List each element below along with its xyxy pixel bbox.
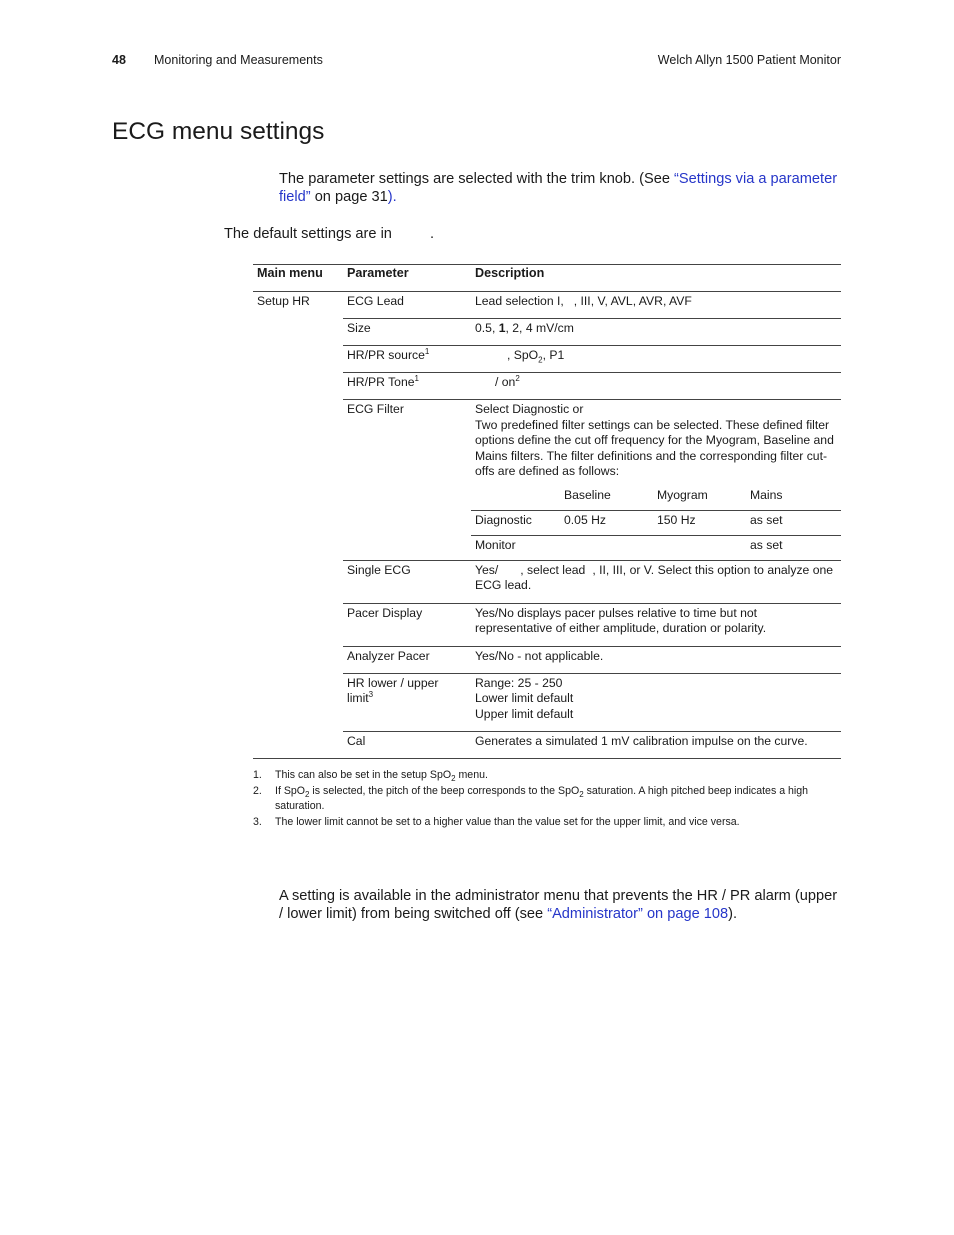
filter-name: Diagnostic [471, 510, 564, 535]
page-number: 48 [112, 53, 126, 67]
filter-myogram [657, 535, 750, 560]
desc-text: / on [495, 375, 516, 389]
filter-row-monitor [471, 535, 841, 560]
desc-text: , SpO [507, 348, 539, 362]
desc-cell [471, 673, 841, 731]
filter-col-mains: Mains [750, 486, 841, 511]
header-description: Description [471, 265, 841, 292]
footnote [253, 815, 843, 831]
desc-cell: Generates a simulated 1 mV calibration impulse on the curve. [471, 731, 841, 758]
footnote-number: 1. [253, 769, 262, 781]
param-cell: Size [343, 319, 471, 346]
defaults-end: . [429, 226, 434, 242]
default-value: 1 [498, 321, 506, 335]
admin-note [279, 887, 839, 923]
note-text: A setting is available in the administrator menu that prevents the HR / PR alarm (upper / lower limit) from being switched off (see [279, 888, 838, 922]
header-main-menu: Main menu [253, 265, 343, 292]
param-cell [343, 373, 471, 400]
desc-cell [471, 346, 841, 373]
param-text: HR lower / upper limit [347, 675, 439, 705]
desc-text: Two predefined filter settings can be selected. These defined filter options define the cut off frequency for the Myogram, Baseline and Mains filters. The filter definitions and the corresponding filter cut-offs are defined as follows: [475, 417, 834, 478]
administrator-link[interactable]: “Administrator” on page 108 [547, 906, 729, 922]
desc-text: 0.5, [475, 321, 499, 335]
desc-cell [471, 373, 841, 400]
desc-cell: Yes/No - not applicable. [471, 646, 841, 673]
filter-col-baseline: Baseline [564, 486, 657, 511]
param-cell [343, 673, 471, 731]
table-header-row [253, 265, 841, 292]
param-text: HR/PR source [347, 348, 425, 362]
defaults-text: The default settings are in [224, 226, 392, 242]
filter-row-diagnostic [471, 510, 841, 535]
note-suffix: ). [728, 906, 738, 922]
filter-table [471, 486, 841, 560]
ecg-settings-table [253, 264, 841, 759]
desc-cell: Yes/No displays pacer pulses relative to time but not representative of either amplitude, duration or polarity. [471, 603, 841, 646]
desc-cell [471, 400, 841, 561]
desc-text: Lead selection I, [475, 294, 564, 308]
param-cell: ECG Lead [343, 292, 471, 319]
filter-header-row [471, 486, 841, 511]
desc-text: , P1 [542, 348, 565, 362]
desc-line: Lower limit default [475, 691, 574, 705]
product-name: Welch Allyn 1500 Patient Monitor [657, 53, 841, 67]
desc-text: , II, III, or V. Select this option to analyze one ECG lead. [475, 562, 834, 592]
param-cell: Pacer Display [343, 603, 471, 646]
desc-text: , select lead [520, 562, 586, 577]
param-cell [343, 346, 471, 373]
page-title: ECG menu settings [112, 118, 325, 145]
footnote-ref: 3 [368, 689, 374, 699]
param-text: HR/PR Tone [347, 375, 415, 389]
param-cell: Cal [343, 731, 471, 758]
footnote-ref: 1 [424, 346, 430, 356]
subscript: 2 [538, 355, 543, 365]
settings-link[interactable]: “Settings via a parameter field” [279, 171, 838, 205]
filter-baseline: 0.05 Hz [564, 510, 657, 535]
footnote-text: The lower limit cannot be set to a higher value than the value set for the upper limit, and vice versa. [275, 815, 740, 828]
filter-baseline [564, 535, 657, 560]
filter-name: Monitor [475, 537, 516, 552]
footnote-number: 2. [253, 784, 262, 797]
footnote-number: 3. [253, 815, 262, 828]
param-cell: Single ECG [343, 560, 471, 603]
filter-col-myogram: Myogram [657, 486, 750, 511]
param-cell: Analyzer Pacer [343, 646, 471, 673]
header-parameter: Parameter [343, 265, 471, 292]
filter-mains: as set [750, 537, 783, 552]
desc-text: , III, V, AVL, AVR, AVF [573, 294, 692, 308]
desc-cell [471, 319, 841, 346]
intro-paragraph [279, 170, 839, 206]
defaults-paragraph [224, 226, 434, 242]
filter-mains: as set [750, 510, 841, 535]
desc-cell [471, 560, 841, 603]
section-title: Monitoring and Measurements [154, 53, 323, 67]
desc-text: Yes/ [475, 562, 499, 577]
desc-line: Range: 25 - 250 [475, 675, 563, 690]
desc-text: , 2, 4 mV/cm [505, 321, 574, 335]
main-menu-cell: Setup HR [253, 292, 343, 759]
footnote [253, 768, 843, 784]
desc-cell [471, 292, 841, 319]
filter-myogram: 150 Hz [657, 510, 750, 535]
footnote-ref: 2 [515, 373, 520, 383]
desc-line: Select Diagnostic or [475, 402, 584, 416]
intro-close: ). [387, 189, 397, 205]
intro-suffix: on page 31 [310, 189, 388, 205]
footnote-text: This can also be set in the setup SpO$_2$ menu. [275, 769, 488, 784]
table-row [253, 292, 841, 319]
intro-text: The parameter settings are selected with the trim knob. (See [279, 171, 675, 187]
filter-header-blank [471, 486, 564, 511]
footnote [253, 784, 843, 815]
footnotes [253, 768, 843, 830]
param-cell: ECG Filter [343, 400, 471, 561]
footnote-ref: 1 [414, 373, 419, 383]
footnote-text: If SpO$_2$ is selected, the pitch of the beep corresponds to the SpO$_2$ saturation. A high pitched beep indicates a high saturation. [275, 784, 809, 812]
desc-line: Upper limit default [475, 706, 574, 721]
